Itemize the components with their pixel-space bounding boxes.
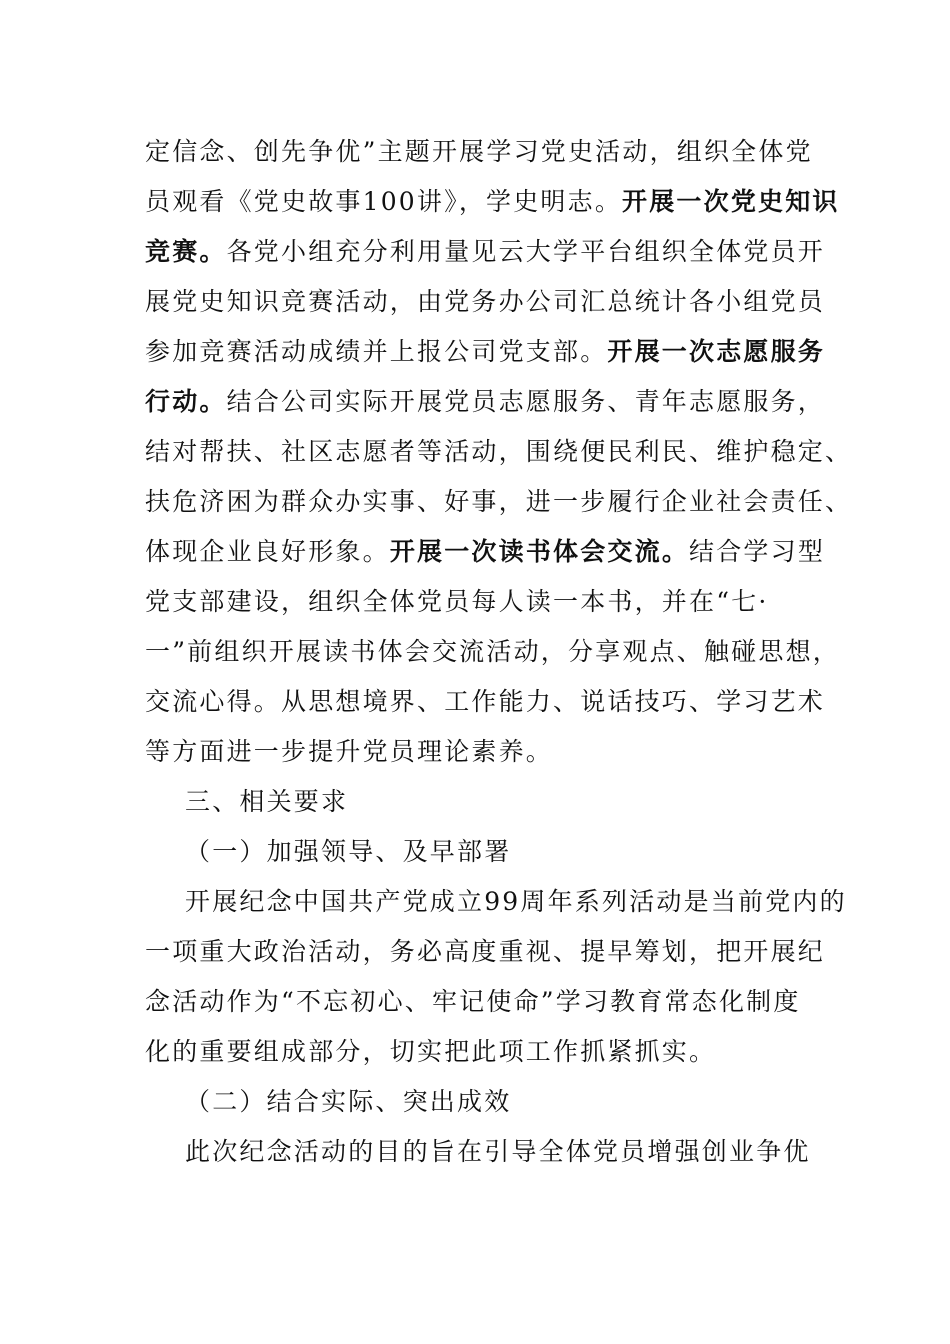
text-segment: 化的重要组成部分，切实把此项工作抓紧抓实。 bbox=[145, 1037, 717, 1066]
bold-text-segment: 开展一次党史知识 bbox=[622, 187, 840, 216]
body-line bbox=[145, 636, 840, 668]
text-segment: 党支部建设，组织全体党员每人读一本书，并在“七· bbox=[145, 587, 769, 616]
text-segment: 此次纪念活动的目的旨在引导全体党员增强创业争优 bbox=[185, 1137, 811, 1166]
body-line bbox=[145, 586, 825, 618]
body-line bbox=[145, 1036, 825, 1068]
text-segment: 一项重大政治活动，务必高度重视、提早筹划，把开展纪 bbox=[145, 937, 826, 966]
body-line bbox=[145, 136, 825, 168]
text-segment: 各党小组充分利用量见云大学平台组织全体党员开 bbox=[226, 237, 826, 266]
bold-text-segment: 开展一次读书体会交流。 bbox=[389, 537, 690, 566]
paragraph-first-line bbox=[185, 1136, 865, 1168]
body-line bbox=[145, 186, 840, 218]
text-segment: 结合学习型 bbox=[689, 537, 826, 566]
body-line bbox=[145, 236, 825, 268]
body-line bbox=[145, 536, 825, 568]
body-line bbox=[145, 386, 825, 418]
body-line bbox=[145, 486, 853, 518]
text-segment: 一”前组织开展读书体会交流活动，分享观点、触碰思想， bbox=[145, 637, 840, 666]
text-segment: 开展纪念中国共产党成立99周年系列活动是当前党内的 bbox=[185, 887, 847, 916]
paragraph-first-line bbox=[185, 886, 865, 918]
text-segment: 结合公司实际开展党员志愿服务、青年志愿服务， bbox=[226, 387, 826, 416]
text-segment: 参加竞赛活动成绩并上报公司党支部。 bbox=[145, 337, 608, 366]
body-line bbox=[145, 736, 825, 768]
text-segment: 员观看《党史故事100讲》，学史明志。 bbox=[145, 187, 623, 216]
bold-text-segment: 开展一次志愿服务 bbox=[607, 337, 826, 366]
text-segment: （二）结合实际、突出成效 bbox=[185, 1087, 512, 1116]
text-segment: 扶危济困为群众办实事、好事，进一步履行企业社会责任、 bbox=[145, 487, 853, 516]
text-segment: 交流心得。从思想境界、工作能力、说话技巧、学习艺术 bbox=[145, 687, 826, 716]
body-line bbox=[145, 936, 825, 968]
body-line bbox=[145, 336, 825, 368]
text-segment: 定信念、创先争优”主题开展学习党史活动，组织全体党 bbox=[145, 137, 813, 166]
text-segment: 等方面进一步提升党员理论素养。 bbox=[145, 737, 554, 766]
body-line bbox=[145, 686, 825, 718]
text-segment: （一）加强领导、及早部署 bbox=[185, 837, 512, 866]
subsection-heading bbox=[185, 1086, 865, 1118]
text-segment: 念活动作为“不忘初心、牢记使命”学习教育常态化制度 bbox=[145, 987, 801, 1016]
text-segment: 结对帮扶、社区志愿者等活动，围绕便民利民、维护稳定、 bbox=[145, 437, 853, 466]
text-segment: 三、相关要求 bbox=[185, 787, 349, 816]
body-line bbox=[145, 286, 825, 318]
body-line bbox=[145, 436, 853, 468]
subsection-heading bbox=[185, 836, 865, 868]
bold-text-segment: 行动。 bbox=[145, 387, 227, 416]
text-segment: 展党史知识竞赛活动，由党务办公司汇总统计各小组党员 bbox=[145, 287, 826, 316]
text-segment: 体现企业良好形象。 bbox=[145, 537, 390, 566]
section-heading bbox=[185, 786, 865, 818]
body-line bbox=[145, 986, 825, 1018]
bold-text-segment: 竞赛。 bbox=[145, 237, 227, 266]
